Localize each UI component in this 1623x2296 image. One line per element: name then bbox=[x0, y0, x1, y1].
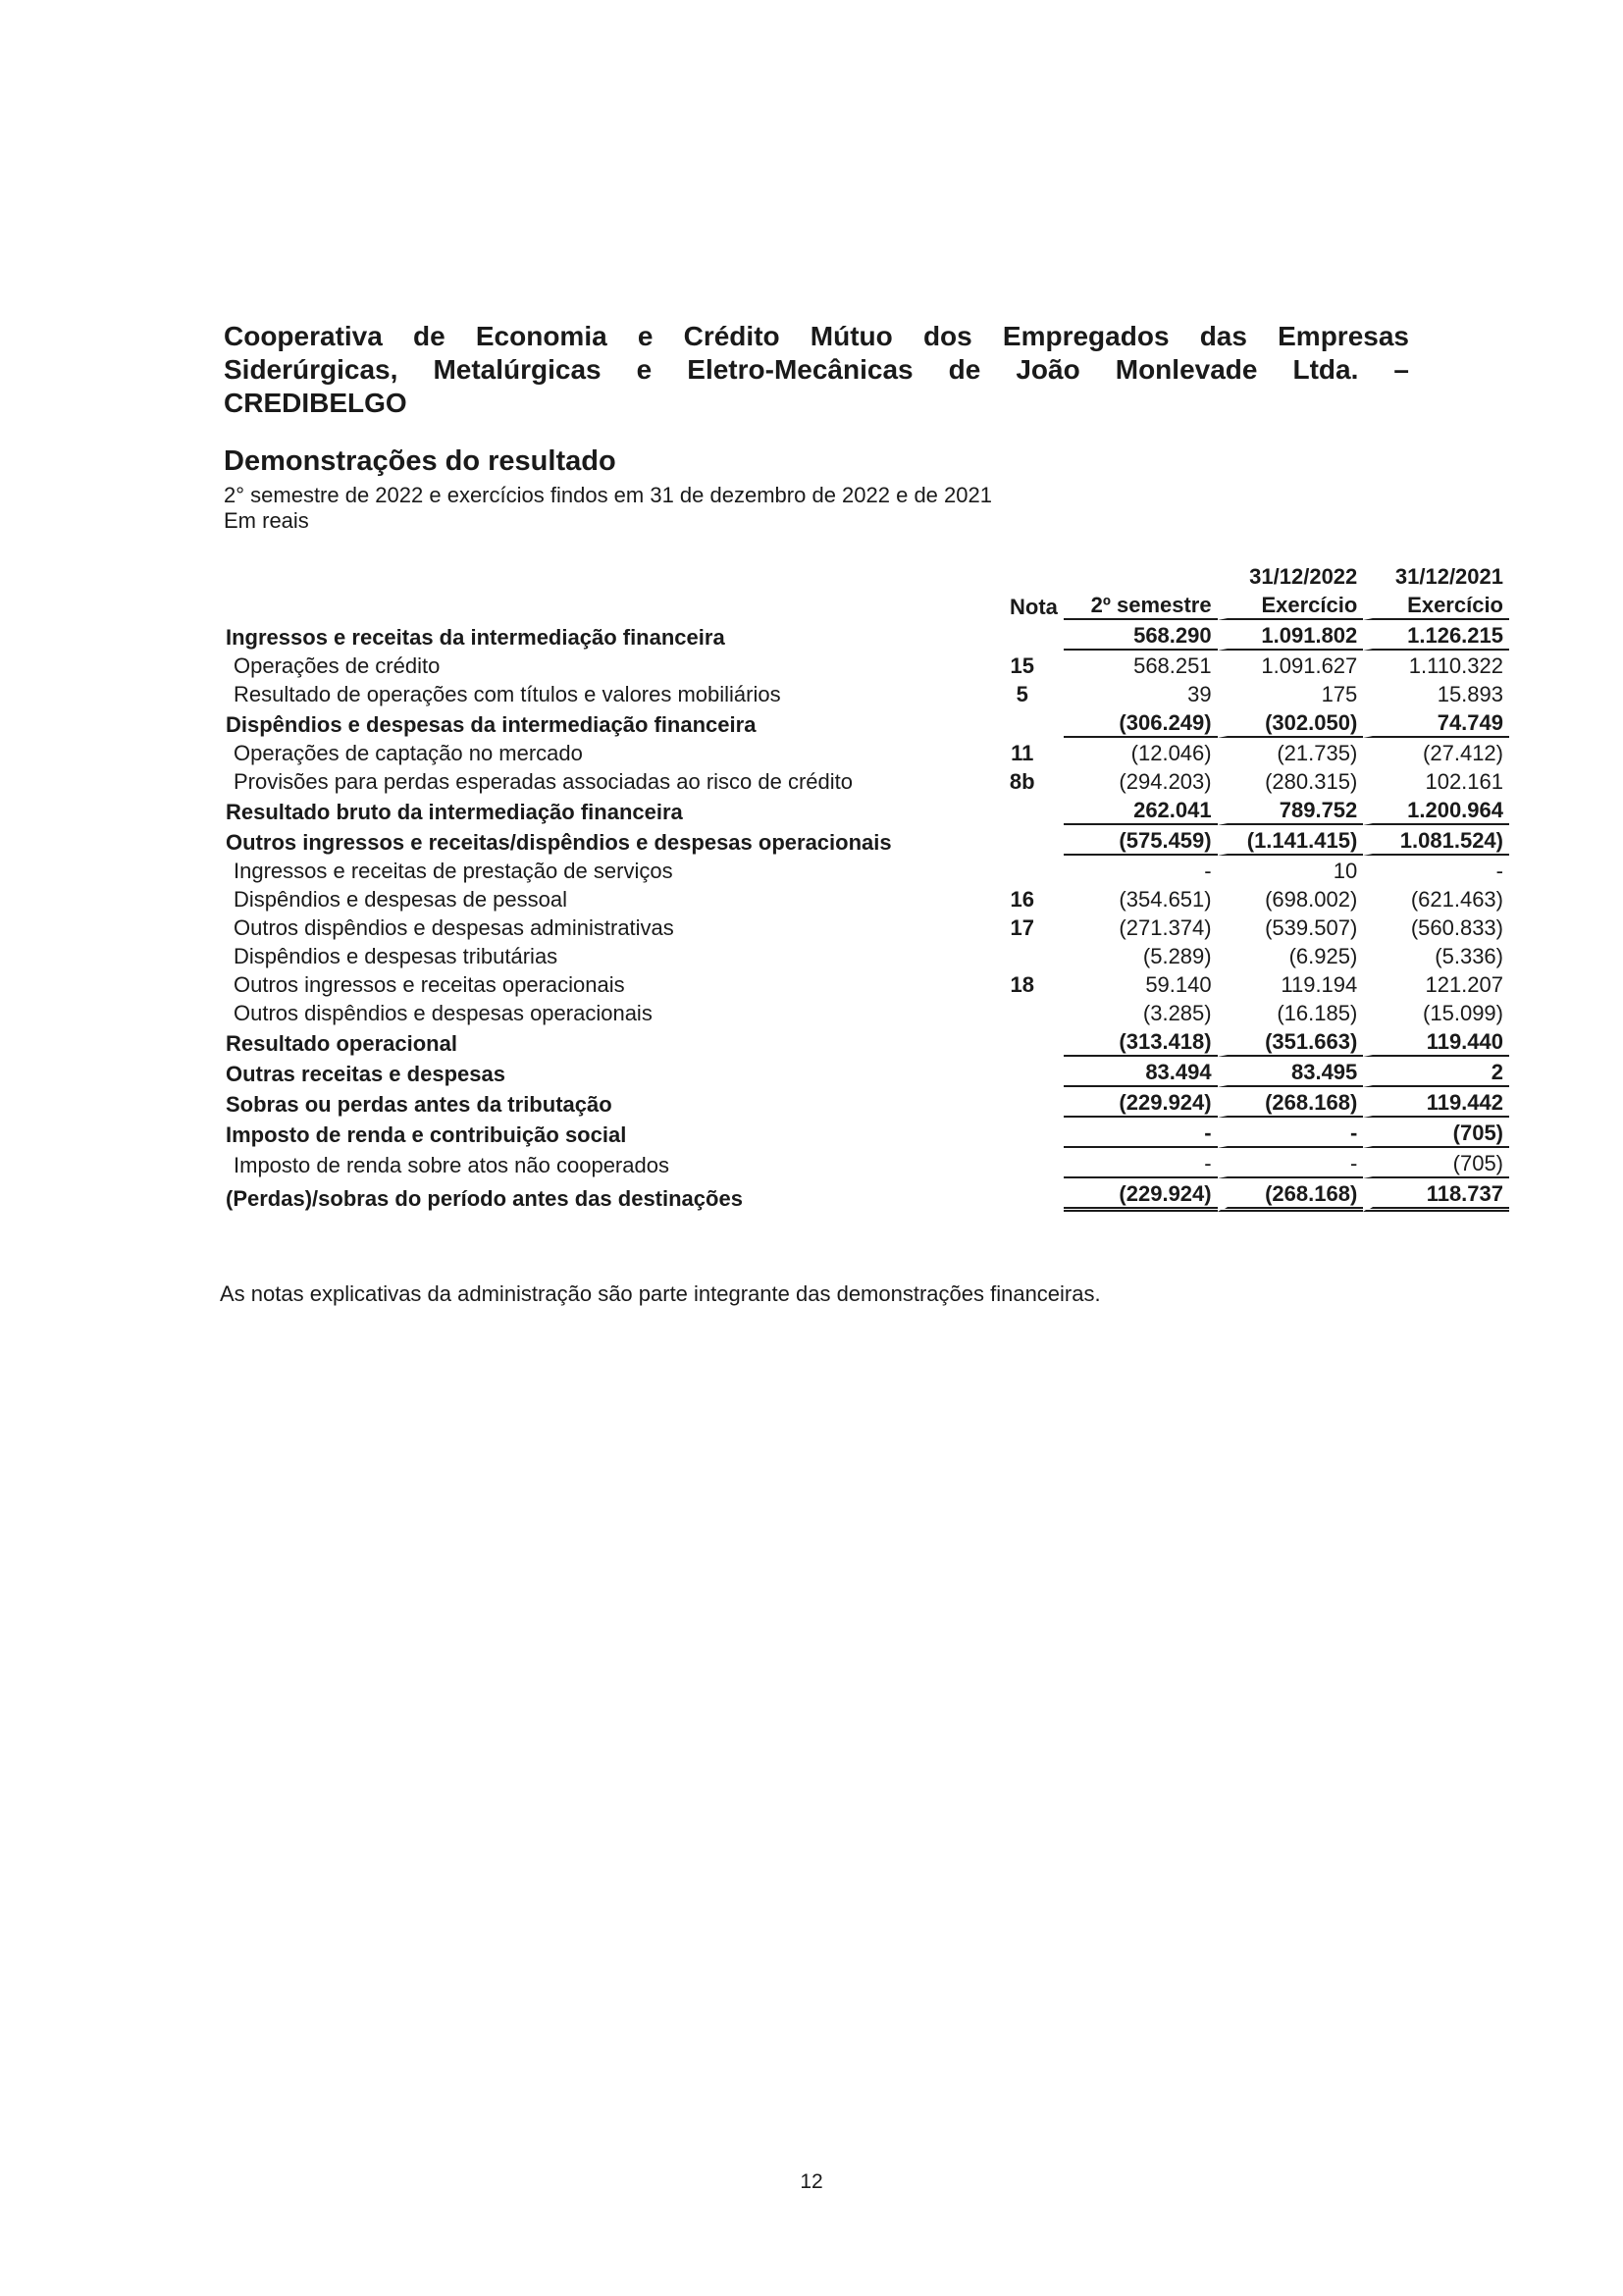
table-row bbox=[222, 1087, 1509, 1118]
row-nota bbox=[987, 1148, 1058, 1178]
row-label: Imposto de renda sobre atos não cooperados bbox=[234, 1153, 669, 1177]
row-value-3: (705) bbox=[1363, 1148, 1509, 1178]
table-row bbox=[222, 969, 1509, 998]
table-row bbox=[222, 998, 1509, 1026]
row-value-2: (280.315) bbox=[1265, 769, 1358, 794]
row-value-3: (27.412) bbox=[1423, 741, 1503, 765]
currency-description: Em reais bbox=[224, 508, 309, 533]
table-row bbox=[222, 795, 1509, 825]
header-row-dates bbox=[222, 561, 1509, 590]
row-label: Outros dispêndios e despesas administrativas bbox=[234, 915, 674, 940]
footnote: As notas explicativas da administração são parte integrante das demonstrações financeiras. bbox=[220, 1281, 1101, 1306]
row-value-2: 1.091.802 bbox=[1218, 620, 1364, 651]
row-value-2: (351.663) bbox=[1218, 1026, 1364, 1057]
row-value-1: - bbox=[1064, 1118, 1218, 1148]
row-nota: 8b bbox=[1009, 769, 1035, 794]
row-value-2: (302.050) bbox=[1218, 707, 1364, 738]
company-name-line1: Cooperativa de Economia e Crédito Mútuo dos Empregados das Empresas bbox=[224, 321, 1409, 351]
row-value-3: 2 bbox=[1363, 1057, 1509, 1087]
row-nota bbox=[987, 1026, 1058, 1057]
row-value-2: 1.091.627 bbox=[1261, 653, 1358, 678]
row-nota: 18 bbox=[1010, 972, 1034, 997]
row-value-1: (229.924) bbox=[1064, 1178, 1218, 1212]
row-value-2: 789.752 bbox=[1218, 795, 1364, 825]
col2-header: Exercício bbox=[1218, 590, 1364, 620]
company-name bbox=[224, 320, 1409, 420]
row-value-1: - bbox=[1064, 1148, 1218, 1178]
row-value-3: 121.207 bbox=[1425, 972, 1503, 997]
row-label: Imposto de renda e contribuição social bbox=[226, 1122, 627, 1147]
row-nota bbox=[987, 795, 1058, 825]
row-value-3: - bbox=[1495, 859, 1503, 883]
row-value-2: (539.507) bbox=[1265, 915, 1358, 940]
company-name-line3: CREDIBELGO bbox=[224, 388, 407, 418]
row-value-1: 39 bbox=[1187, 682, 1212, 706]
row-value-1: 568.251 bbox=[1133, 653, 1212, 678]
row-value-3: 1.081.524) bbox=[1363, 825, 1509, 856]
row-value-1: (306.249) bbox=[1064, 707, 1218, 738]
row-nota bbox=[987, 941, 1058, 969]
row-label: Ingressos e receitas de prestação de serviços bbox=[234, 859, 673, 883]
row-value-3: (560.833) bbox=[1410, 915, 1503, 940]
row-nota bbox=[987, 1118, 1058, 1148]
col2-date-header: 31/12/2022 bbox=[1249, 564, 1358, 589]
row-label: Outros ingressos e receitas/dispêndios e despesas operacionais bbox=[226, 830, 892, 855]
table-row bbox=[222, 856, 1509, 884]
table-row bbox=[222, 679, 1509, 707]
row-value-3: 102.161 bbox=[1425, 769, 1503, 794]
col1-date-header bbox=[1064, 561, 1218, 590]
row-value-3: (621.463) bbox=[1410, 887, 1503, 912]
row-label: Outros dispêndios e despesas operacionais bbox=[234, 1001, 653, 1025]
row-label: Resultado de operações com títulos e valores mobiliários bbox=[234, 682, 781, 706]
row-value-1: - bbox=[1204, 859, 1212, 883]
row-label: (Perdas)/sobras do período antes das destinações bbox=[226, 1186, 743, 1211]
row-nota: 5 bbox=[1016, 682, 1028, 706]
row-nota: 11 bbox=[1011, 741, 1034, 765]
table-row bbox=[222, 825, 1509, 856]
row-value-2: 175 bbox=[1321, 682, 1358, 706]
table-row bbox=[222, 1148, 1509, 1178]
row-label: Ingressos e receitas da intermediação financeira bbox=[226, 625, 725, 650]
row-nota bbox=[987, 856, 1058, 884]
row-label: Resultado operacional bbox=[226, 1031, 457, 1056]
income-statement-table bbox=[222, 561, 1509, 1212]
row-value-2: - bbox=[1218, 1118, 1364, 1148]
row-value-3: 118.737 bbox=[1363, 1178, 1509, 1212]
table-row bbox=[222, 1178, 1509, 1212]
table-row bbox=[222, 1057, 1509, 1087]
row-nota bbox=[987, 707, 1058, 738]
row-value-2: (16.185) bbox=[1277, 1001, 1358, 1025]
row-value-1: 59.140 bbox=[1145, 972, 1212, 997]
row-nota: 17 bbox=[1010, 915, 1034, 940]
row-value-1: (313.418) bbox=[1064, 1026, 1218, 1057]
row-nota bbox=[987, 1178, 1058, 1212]
row-value-1: (12.046) bbox=[1130, 741, 1212, 765]
row-value-3: 1.200.964 bbox=[1363, 795, 1509, 825]
row-value-3: (5.336) bbox=[1435, 944, 1503, 968]
row-value-2: (21.735) bbox=[1277, 741, 1358, 765]
row-nota bbox=[987, 825, 1058, 856]
row-value-1: (229.924) bbox=[1064, 1087, 1218, 1118]
row-value-3: (705) bbox=[1363, 1118, 1509, 1148]
row-value-2: (268.168) bbox=[1218, 1178, 1364, 1212]
row-label: Dispêndios e despesas de pessoal bbox=[234, 887, 568, 912]
page-number: 12 bbox=[800, 2170, 823, 2193]
col3-date-header: 31/12/2021 bbox=[1394, 564, 1503, 589]
row-value-1: (5.289) bbox=[1142, 944, 1212, 968]
row-value-2: (698.002) bbox=[1265, 887, 1358, 912]
row-value-2: 10 bbox=[1333, 859, 1358, 883]
row-value-2: (268.168) bbox=[1218, 1087, 1364, 1118]
row-value-1: (354.651) bbox=[1119, 887, 1212, 912]
nota-header: Nota bbox=[1010, 595, 1058, 619]
company-name-line2: Siderúrgicas, Metalúrgicas e Eletro-Mecânicas de João Monlevade Ltda. – bbox=[224, 354, 1409, 385]
row-value-3: 1.110.322 bbox=[1408, 653, 1503, 678]
row-nota bbox=[987, 620, 1058, 651]
row-label: Provisões para perdas esperadas associadas ao risco de crédito bbox=[234, 769, 854, 794]
row-label: Resultado bruto da intermediação financeira bbox=[226, 800, 683, 824]
row-label: Dispêndios e despesas tributárias bbox=[234, 944, 558, 968]
table-row bbox=[222, 1118, 1509, 1148]
row-value-3: 119.442 bbox=[1363, 1087, 1509, 1118]
row-label: Dispêndios e despesas da intermediação financeira bbox=[226, 712, 757, 737]
row-nota bbox=[987, 1087, 1058, 1118]
statement-title: Demonstrações do resultado bbox=[224, 445, 616, 477]
row-value-2: (1.141.415) bbox=[1218, 825, 1364, 856]
row-value-1: 83.494 bbox=[1064, 1057, 1218, 1087]
table-row bbox=[222, 1026, 1509, 1057]
row-label: Operações de captação no mercado bbox=[234, 741, 583, 765]
col3-header: Exercício bbox=[1363, 590, 1509, 620]
period-description: 2° semestre de 2022 e exercícios findos em 31 de dezembro de 2022 e de 2021 bbox=[224, 483, 992, 507]
row-value-1: (271.374) bbox=[1119, 915, 1212, 940]
row-value-3: 15.893 bbox=[1437, 682, 1503, 706]
row-value-1: (3.285) bbox=[1142, 1001, 1212, 1025]
table-row bbox=[222, 651, 1509, 679]
row-nota bbox=[987, 1057, 1058, 1087]
row-nota: 15 bbox=[1010, 653, 1034, 678]
row-value-3: (15.099) bbox=[1423, 1001, 1503, 1025]
table-row bbox=[222, 707, 1509, 738]
row-value-1: 262.041 bbox=[1064, 795, 1218, 825]
row-value-3: 119.440 bbox=[1363, 1026, 1509, 1057]
row-value-2: - bbox=[1218, 1148, 1364, 1178]
row-nota bbox=[987, 998, 1058, 1026]
table-row bbox=[222, 941, 1509, 969]
table-row bbox=[222, 884, 1509, 913]
row-nota: 16 bbox=[1010, 887, 1034, 912]
table-row bbox=[222, 913, 1509, 941]
row-label: Sobras ou perdas antes da tributação bbox=[226, 1092, 612, 1117]
row-value-2: 83.495 bbox=[1218, 1057, 1364, 1087]
row-value-1: (294.203) bbox=[1119, 769, 1212, 794]
row-label: Outros ingressos e receitas operacionais bbox=[234, 972, 625, 997]
row-value-1: (575.459) bbox=[1064, 825, 1218, 856]
row-label: Outras receitas e despesas bbox=[226, 1062, 505, 1086]
statement-rows bbox=[222, 620, 1509, 1212]
row-value-3: 74.749 bbox=[1363, 707, 1509, 738]
row-value-2: 119.194 bbox=[1281, 972, 1358, 997]
table-row bbox=[222, 738, 1509, 766]
statement-subtitle bbox=[224, 483, 992, 534]
col1-header: 2º semestre bbox=[1064, 590, 1218, 620]
row-label: Operações de crédito bbox=[234, 653, 441, 678]
row-value-3: 1.126.215 bbox=[1363, 620, 1509, 651]
table-row bbox=[222, 766, 1509, 795]
header-row-labels bbox=[222, 590, 1509, 620]
table-row bbox=[222, 620, 1509, 651]
row-value-1: 568.290 bbox=[1064, 620, 1218, 651]
row-value-2: (6.925) bbox=[1288, 944, 1358, 968]
